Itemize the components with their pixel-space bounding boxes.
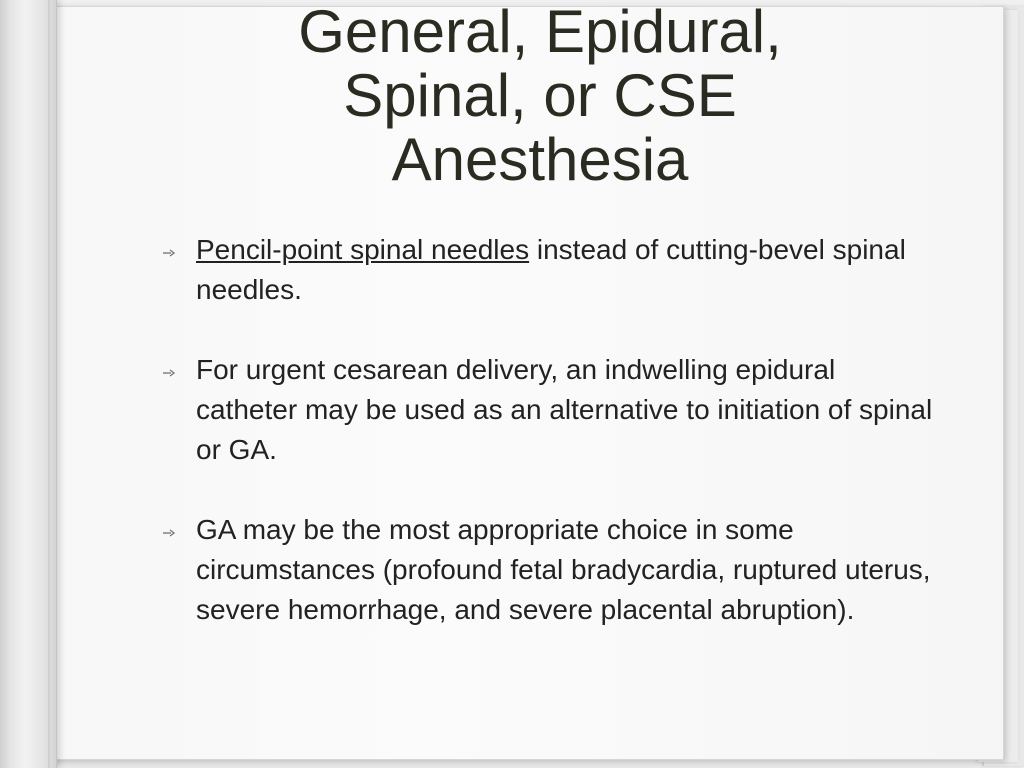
arrow-bullet-icon (162, 248, 176, 258)
bullet-underlined-text: Pencil-point spinal needles (196, 234, 530, 265)
arrow-bullet-icon (162, 528, 176, 538)
notebook-spine (0, 0, 57, 768)
bullet-item (160, 350, 940, 470)
title-line: General, Epidural, (298, 0, 782, 65)
slide-title (180, 0, 900, 192)
bullet-text: GA may be the most appropriate choice in some circumstances (profound fetal bradycardia, ruptured uterus, severe hemorrhage, and severe placental abruption). (196, 514, 931, 625)
bullet-item (160, 230, 940, 310)
bullet-item (160, 510, 940, 630)
bullet-list (160, 230, 940, 630)
bullet-text: instead of cutting-bevel spinal needles. (196, 234, 906, 305)
arrow-bullet-icon (162, 368, 176, 378)
title-line: Anesthesia (391, 126, 689, 193)
title-line: Spinal, or CSE (343, 62, 737, 129)
bullet-text: For urgent cesarean delivery, an indwelling epidural catheter may be used as an alternative to initiation of spinal or GA. (196, 354, 933, 465)
